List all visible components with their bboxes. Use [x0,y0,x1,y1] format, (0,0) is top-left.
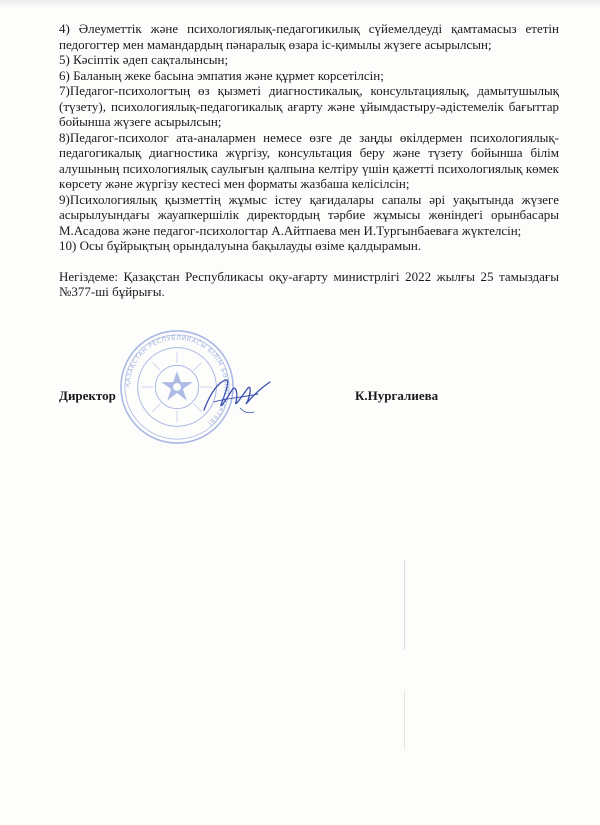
paper-fold-mark [404,690,405,750]
order-item-8: 8)Педагог-психолог ата-аналармен немесе өзге де заңды өкілдермен психологиялық-педагогикалық диагностика жүргізу, консультация беру және түзету бойынша білім алушының психологиялық саулығын қалпына келтіру үшін қажетті психологиялық көмек көрсету және жүргізу кестесі мен форматы жазбаша келісілсін; [59,129,559,191]
stamp-ring-text: ҚАЗАҚСТАН РЕСПУБЛИКАСЫ БІЛІМ БӨЛІМІ МЕКТЕБІ [124,334,230,427]
order-item-6: 6) Баланың жеке басына эмпатия және құрмет корсетілсін; [59,67,384,83]
order-item-7: 7)Педагог-психологтың өз қызметі диагностикалық, консультациялық, дамытушылық (түзету), психологиялық-педагогикалық ағарту және ұйымдастыру-әдістемелік бағыттар бойынша жүзеге асырылсын; [59,83,559,129]
paragraph-gap [59,254,559,269]
scan-edge-shadow [0,0,600,8]
order-item-10: 10) Осы бұйрықтың орындалуына бақылауды өзіме қалдырамын. [59,238,422,253]
order-basis: Негіздеме: Қазақстан Республикасы оқу-ағарту министрлігі 2022 жылғы 25 тамыздағы №377-ші бұйрығы. [59,268,559,299]
order-item-4: 4) Әлеуметтік және психологиялық-педагогикилық сүйемелдеуді қамтамасыз ететін педогогтер мен мамандардың пәнаралық өзара іс-қимылы жүзеге асырылсын; [59,21,559,52]
order-body [59,21,559,300]
handwritten-signature [196,372,276,422]
signatory-name: К.Нургалиева [355,388,439,403]
order-item-5: 5) Кәсіптік әдеп сақталынсын; [59,52,229,67]
signatory-title: Директор [59,388,116,403]
paper-fold-mark [404,560,405,650]
order-item-9: 9)Психологиялық қызметтің жұмыс істеу қағидалары сапалы әрі уақытында жүзеге асырылуындағы жауапкершілік директордың тәрбие жұмысы жөніндегі орынбасары М.Асадова және педагог-психологтар А.Айтпаева мен И.Тургынбаеваға жүктелсін; [59,191,559,238]
